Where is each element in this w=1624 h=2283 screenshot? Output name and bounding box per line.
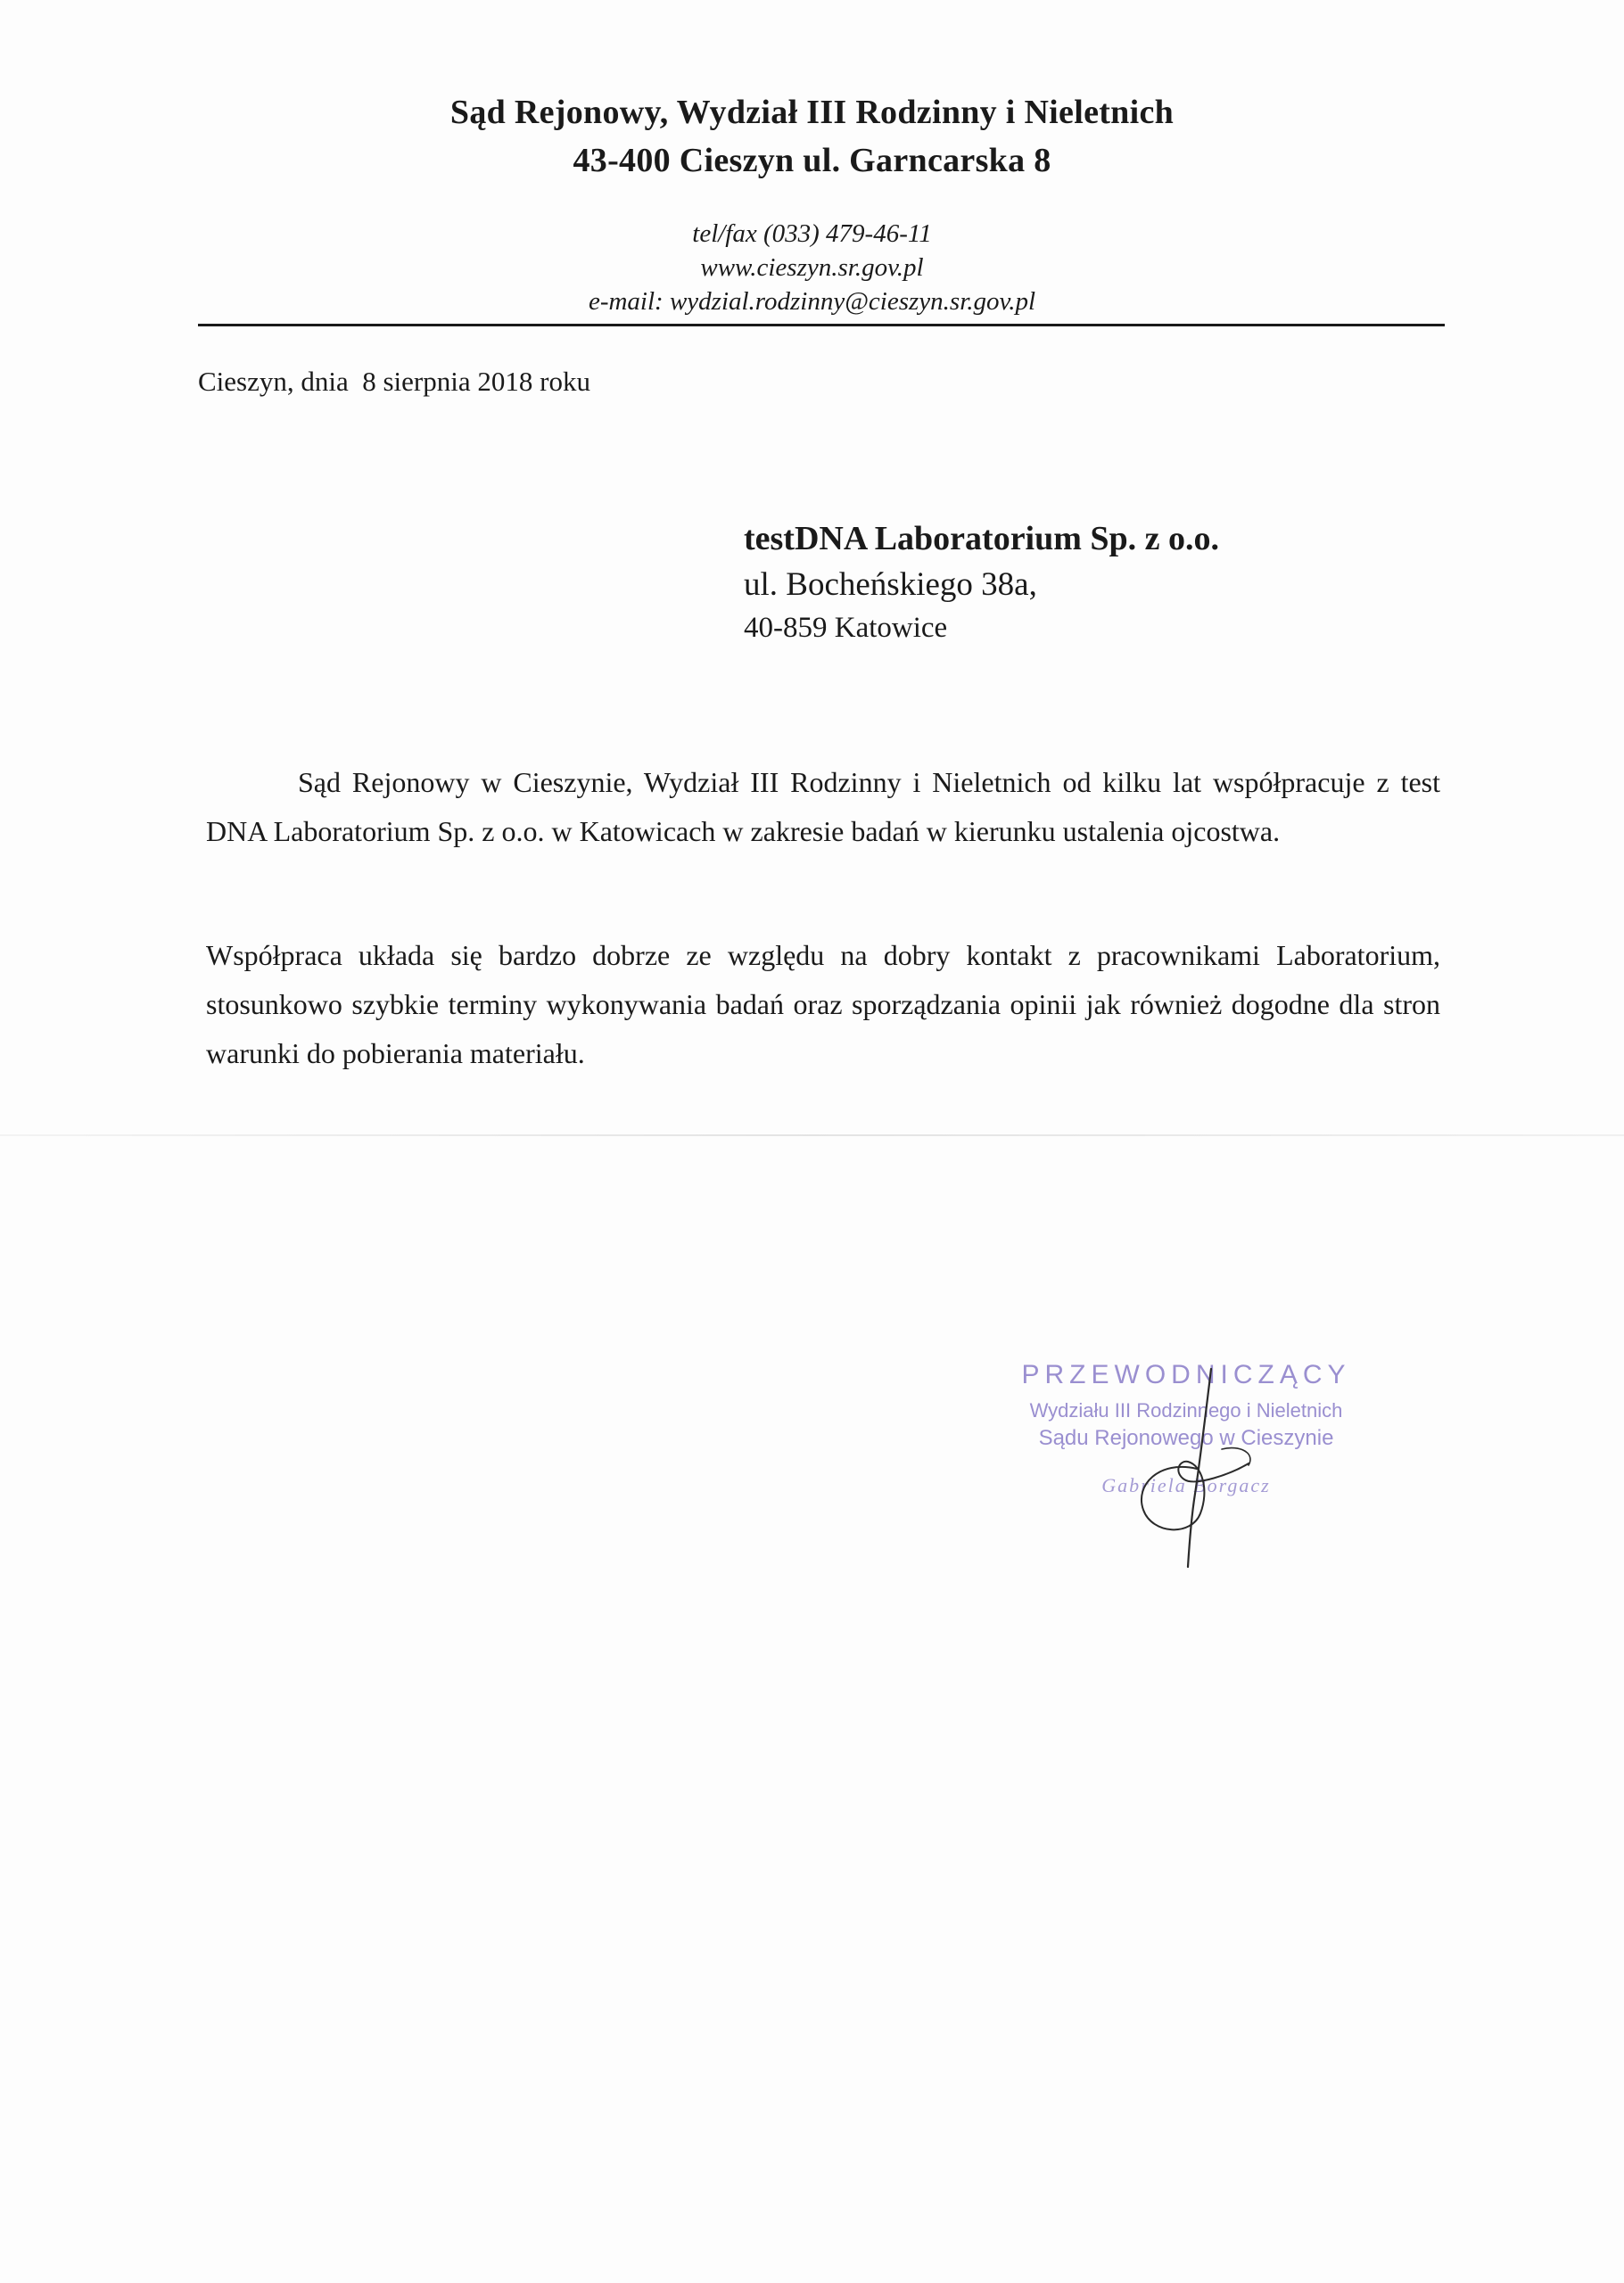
contact-website: www.cieszyn.sr.gov.pl xyxy=(700,253,924,282)
handwritten-signature xyxy=(1106,1360,1284,1574)
court-address: 43-400 Cieszyn ul. Garncarska 8 xyxy=(573,142,1051,179)
recipient-city: 40-859 Katowice xyxy=(744,612,948,644)
contact-phone: tel/fax (033) 479-46-11 xyxy=(692,219,932,248)
contact-email: e-mail: wydzial.rodzinny@cieszyn.sr.gov.pl xyxy=(588,287,1036,316)
recipient-street: ul. Bocheńskiego 38a, xyxy=(744,566,1037,603)
paper-fold-line xyxy=(0,1134,1624,1136)
recipient-name: testDNA Laboratorium Sp. z o.o. xyxy=(744,520,1220,557)
court-name: Sąd Rejonowy, Wydział III Rodzinny i Nieletnich xyxy=(449,94,1175,131)
stamp-title: PRZEWODNICZĄCY xyxy=(1021,1360,1351,1389)
body-paragraph-1: Sąd Rejonowy w Cieszynie, Wydział III Rodzinny i Nieletnich od kilku lat współpracuje z test DNA Laboratorium Sp. z o.o. w Katowicach w zakresie badań w kierunku ustalenia ojcostwa. xyxy=(206,766,1440,847)
stamp-signatory-name: Gabriela Borgacz xyxy=(1101,1474,1271,1496)
stamp-court: Sądu Rejonowego w Cieszynie xyxy=(1038,1426,1334,1450)
header-divider xyxy=(198,324,1445,326)
body-paragraph-2: Współpraca układa się bardzo dobrze ze względu na dobry kontakt z pracownikami Laboratorium, stosunkowo szybkie terminy wykonywania badań oraz sporządzania opinii jak również dogodne dla stron warunki do pobierania materiału. xyxy=(206,939,1440,1069)
letter-date: Cieszyn, dnia 8 sierpnia 2018 roku xyxy=(198,366,590,397)
stamp-department: Wydziału III Rodzinnego i Nieletnich xyxy=(1029,1399,1343,1422)
